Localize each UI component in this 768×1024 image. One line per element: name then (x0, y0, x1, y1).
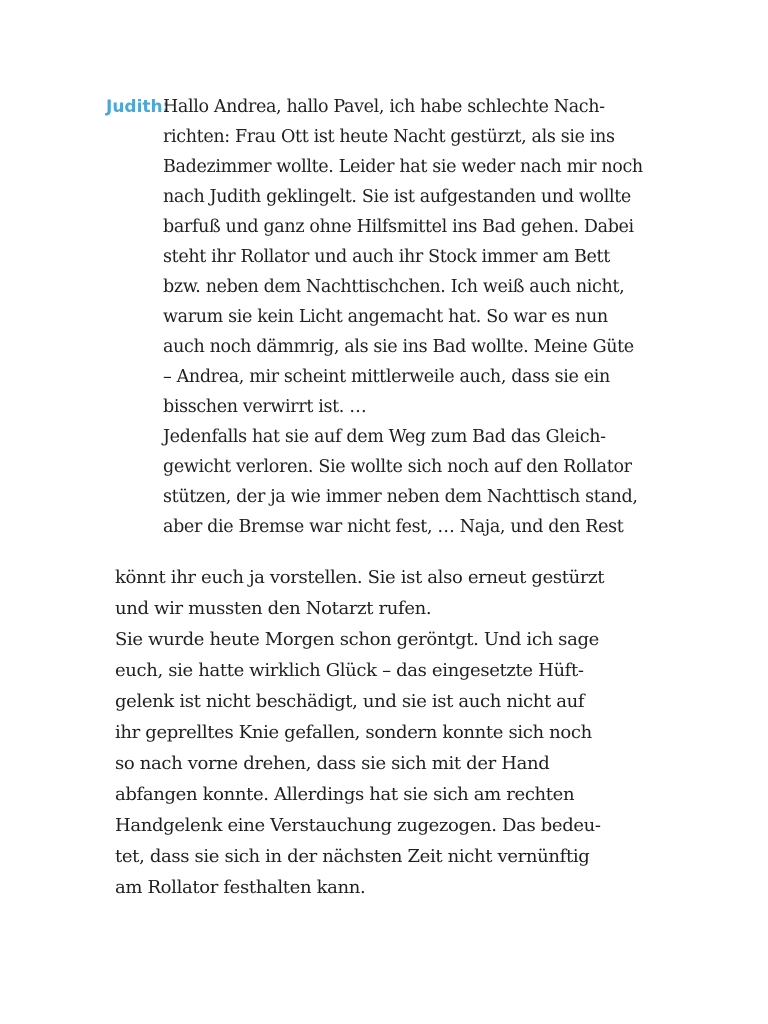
text-line: Handgelenk eine Verstauchung zugezogen. Das bedeu- (115, 815, 601, 836)
text-line: bisschen verwirrt ist. … (163, 397, 367, 417)
text-line: warum sie kein Licht angemacht hat. So war es nun (163, 307, 608, 327)
text-line: gewicht verloren. Sie wollte sich noch auf den Rollator (163, 457, 632, 477)
text-line: Jedenfalls hat sie auf dem Weg zum Bad das Gleich- (163, 427, 606, 447)
text-line: auch noch dämmrig, als sie ins Bad wollte. Meine Güte (163, 337, 634, 357)
text-line: Hallo Andrea, hallo Pavel, ich habe schlechte Nach- (163, 97, 605, 117)
text-line: am Rollator festhalten kann. (115, 877, 366, 898)
text-line: nach Judith geklingelt. Sie ist aufgestanden und wollte (163, 187, 631, 207)
text-line: barfuß und ganz ohne Hilfsmittel ins Bad gehen. Dabei (163, 217, 634, 237)
text-line: und wir mussten den Notarzt rufen. (115, 598, 432, 619)
text-line: so nach vorne drehen, dass sie sich mit der Hand (115, 753, 550, 774)
text-line: richten: Frau Ott ist heute Nacht gestürzt, als sie ins (163, 127, 615, 147)
speech-text-indented (163, 92, 723, 542)
speaker-label: Judith: (106, 97, 170, 117)
dialogue-block-continued (115, 562, 715, 903)
text-line: bzw. neben dem Nachttischchen. Ich weiß auch nicht, (163, 277, 625, 297)
text-line: Badezimmer wollte. Leider hat sie weder nach mir noch (163, 157, 643, 177)
text-line: steht ihr Rollator und auch ihr Stock immer am Bett (163, 247, 610, 267)
text-line: aber die Bremse war nicht fest, … Naja, und den Rest (163, 517, 624, 537)
text-line: tet, dass sie sich in der nächsten Zeit nicht vernünftig (115, 846, 590, 867)
text-line: stützen, der ja wie immer neben dem Nachttisch stand, (163, 487, 638, 507)
text-line: euch, sie hatte wirklich Glück – das eingesetzte Hüft- (115, 660, 584, 681)
text-line: Sie wurde heute Morgen schon geröntgt. Und ich sage (115, 629, 599, 650)
text-line: gelenk ist nicht beschädigt, und sie ist auch nicht auf (115, 691, 585, 712)
text-line: abfangen konnte. Allerdings hat sie sich am rechten (115, 784, 575, 805)
text-line: ihr geprelltes Knie gefallen, sondern konnte sich noch (115, 722, 592, 743)
text-line: könnt ihr euch ja vorstellen. Sie ist also erneut gestürzt (115, 567, 605, 588)
text-line: – Andrea, mir scheint mittlerweile auch, dass sie ein (163, 367, 610, 387)
